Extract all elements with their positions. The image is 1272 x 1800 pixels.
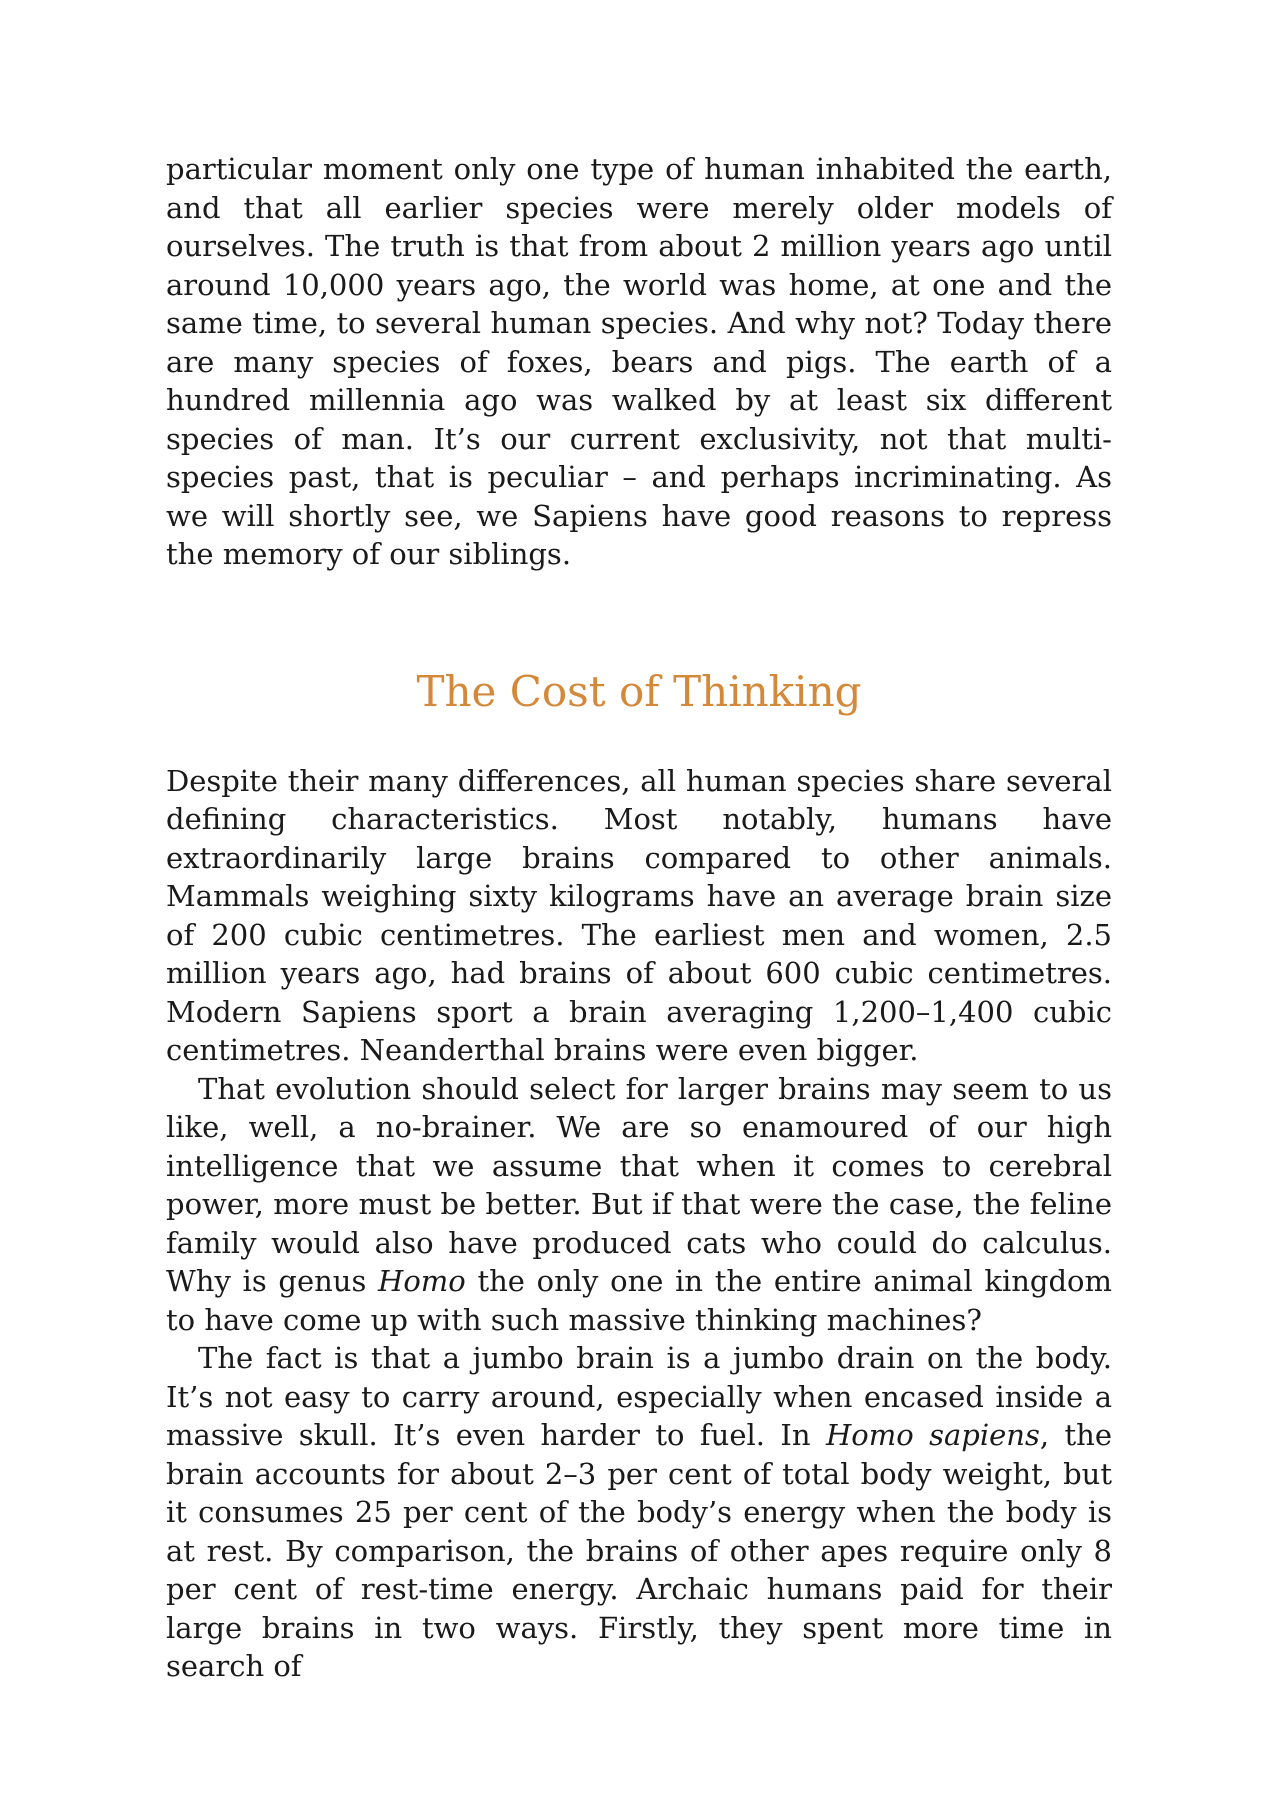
book-page [166,150,1112,1686]
paragraph-2-text-a: That evolution should select for larger brains may seem to us like, well, a no-brainer. We are so enamoured of our high intelligence that we assume that when it comes to cerebral power, more must be better. But if that were the case, the feline family would also have produced cats who could do calculus. Why is genus [166,1071,1112,1298]
paragraph-2-text-b: the only one in the entire animal kingdom to have come up with such massive thinking machines? [166,1264,1112,1337]
intro-paragraph: particular moment only one type of human inhabited the earth, and that all earlier species were merely older models of ourselves. The truth is that from about 2 million years ago until around 10,000 years ago, the world was home, at one and the same time, to several human species. And why not? Today there are many species of foxes, bears and pigs. The earth of a hundred millennia ago was walked by at least six different species of man. It’s our current exclusivity, not that multi-species past, that is peculiar – and perhaps incriminating. As we will shortly see, we Sapiens have good reasons to repress the memory of our siblings. [166,152,1112,571]
body-paragraph-2 [166,1070,1112,1340]
section-heading: The Cost of Thinking [416,666,862,716]
paragraph-3-italic-term: Homo sapiens [825,1418,1040,1452]
body-paragraph-1: Despite their many differences, all human species share several defining characteristics. Most notably, humans have extraordinarily large brains compared to other animals. Mammals weighing sixty kilograms have an average brain size of 200 cubic centimetres. The earliest men and women, 2.5 million years ago, had brains of about 600 cubic centimetres. Modern Sapiens sport a brain averaging 1,200–1,400 cubic centimetres. Neanderthal brains were even bigger. [166,763,1112,1067]
body-paragraph-3 [166,1339,1112,1686]
paragraph-3-text-b: , the brain accounts for about 2–3 per cent of total body weight, but it consumes 25 per cent of the body’s energy when the body is at rest. By comparison, the brains of other apes require only 8 per cent of rest-time energy. Archaic humans paid for their large brains in two ways. Firstly, they spent more time in search of [166,1418,1112,1683]
paragraph-3-text-a: The fact is that a jumbo brain is a jumbo drain on the body. It’s not easy to carry around, especially when encased inside a massive skull. It’s even harder to fuel. In [166,1341,1112,1452]
paragraph-2-italic-term: Homo [378,1264,466,1298]
